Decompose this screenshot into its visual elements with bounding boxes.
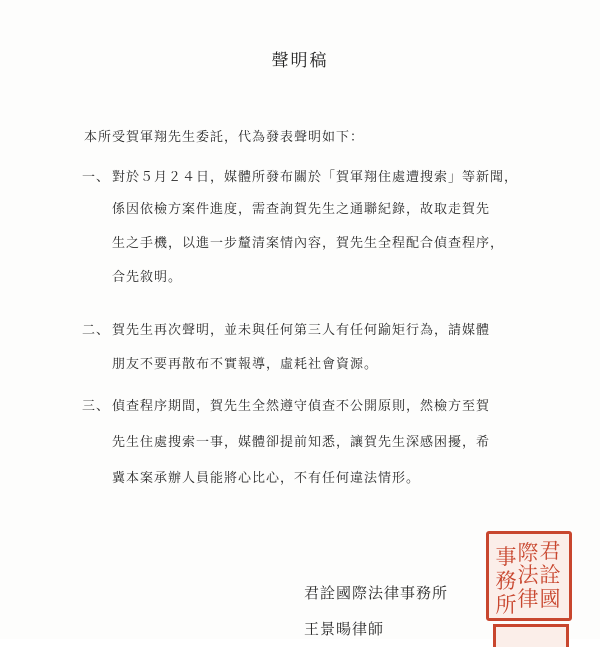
svg-text:務: 務 <box>495 569 517 593</box>
item-line: 合先敘明。 <box>112 270 183 285</box>
item-line: 生之手機，以進一步釐清案情內容，賀先生全程配合偵查程序， <box>112 236 505 251</box>
item-line: 冀本案承辦人員能將心比心，不有任何違法情形。 <box>112 471 421 486</box>
item-line: 朋友不要再散布不實報導，虛耗社會資源。 <box>112 357 379 372</box>
svg-text:事: 事 <box>495 545 517 569</box>
item-line: 係因依檢方案件進度，需查詢賀先生之通聯紀錄，故取走賀先 <box>112 202 491 217</box>
item-number: 二、 <box>82 323 111 338</box>
signature-lawyer: 王景暘律師 <box>304 620 385 638</box>
svg-text:所: 所 <box>495 593 517 617</box>
svg-text:法: 法 <box>517 563 539 587</box>
intro-paragraph: 本所受賀軍翔先生委託，代為發表聲明如下： <box>84 130 365 145</box>
document-title: 聲明稿 <box>271 51 329 71</box>
svg-text:律: 律 <box>517 587 539 611</box>
item-line: 對於５月２４日，媒體所發布關於「賀軍翔住處遭搜索」等新聞， <box>112 170 519 185</box>
item-number: 三、 <box>82 399 111 414</box>
svg-text:國: 國 <box>539 587 561 611</box>
svg-text:詮: 詮 <box>539 563 561 587</box>
second-seal-stamp <box>493 624 569 647</box>
item-line: 先生住處搜索一事，媒體卻提前知悉，讓賀先生深感困擾，希 <box>112 435 491 450</box>
svg-text:際: 際 <box>517 541 539 565</box>
item-line: 偵查程序期間，賀先生全然遵守偵查不公開原則，然檢方至賀 <box>112 399 491 414</box>
seal-glyphs <box>489 534 569 618</box>
firm-seal-stamp <box>486 531 572 621</box>
svg-text:君: 君 <box>539 539 561 563</box>
item-number: 一、 <box>82 170 111 185</box>
item-line: 賀先生再次聲明，並未與任何第三人有任何踰矩行為，請媒體 <box>112 323 491 338</box>
signature-firm: 君詮國際法律事務所 <box>304 584 449 602</box>
